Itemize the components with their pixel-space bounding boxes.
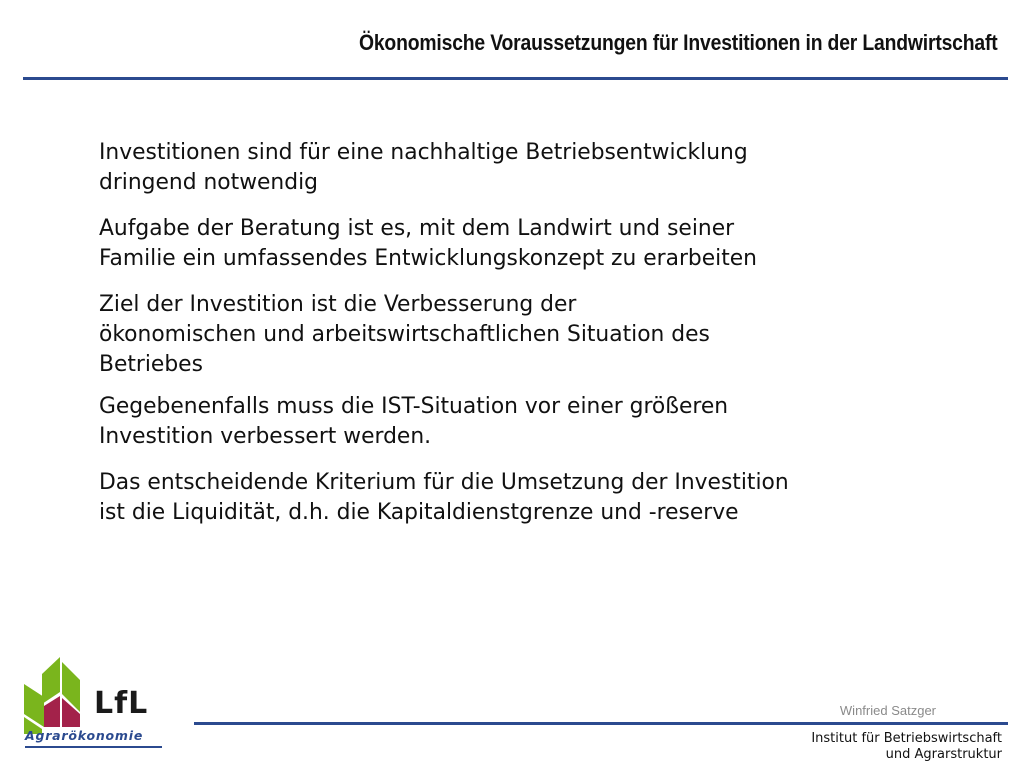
- institute-line-2: und Agrarstruktur: [885, 747, 1002, 762]
- paragraph-4: Gegebenenfalls muss die IST-Situation vor einer größeren Investition verbessert werden.: [99, 394, 729, 449]
- paragraph-3: Ziel der Investition ist die Verbesserung der ökonomischen und arbeitswirtschaftlichen Situation des Betriebes: [99, 292, 710, 377]
- header-divider: [23, 77, 1008, 80]
- paragraph-1: Investitionen sind für eine nachhaltige Betriebsentwicklung dringend notwendig: [99, 140, 748, 195]
- logo-caption: Agrarökonomie: [25, 729, 162, 748]
- institute-label: [811, 731, 1002, 763]
- page-title: Ökonomische Voraussetzungen für Investitionen in der Landwirtschaft: [359, 30, 998, 55]
- main-content: [99, 138, 959, 544]
- footer-divider: [194, 722, 1008, 725]
- author-name: Winfried Satzger: [839, 703, 936, 718]
- logo-name: LfL: [94, 686, 149, 721]
- institute-line-1: Institut für Betriebswirtschaft: [811, 731, 1002, 746]
- paragraph-2: Aufgabe der Beratung ist es, mit dem Landwirt und seiner Familie ein umfassendes Entwicklungskonzept zu erarbeiten: [99, 216, 757, 271]
- paragraph-5: Das entscheidende Kriterium für die Umsetzung der Investition ist die Liquidität, d.h. die Kapitaldienstgrenze und -reserve: [99, 470, 789, 525]
